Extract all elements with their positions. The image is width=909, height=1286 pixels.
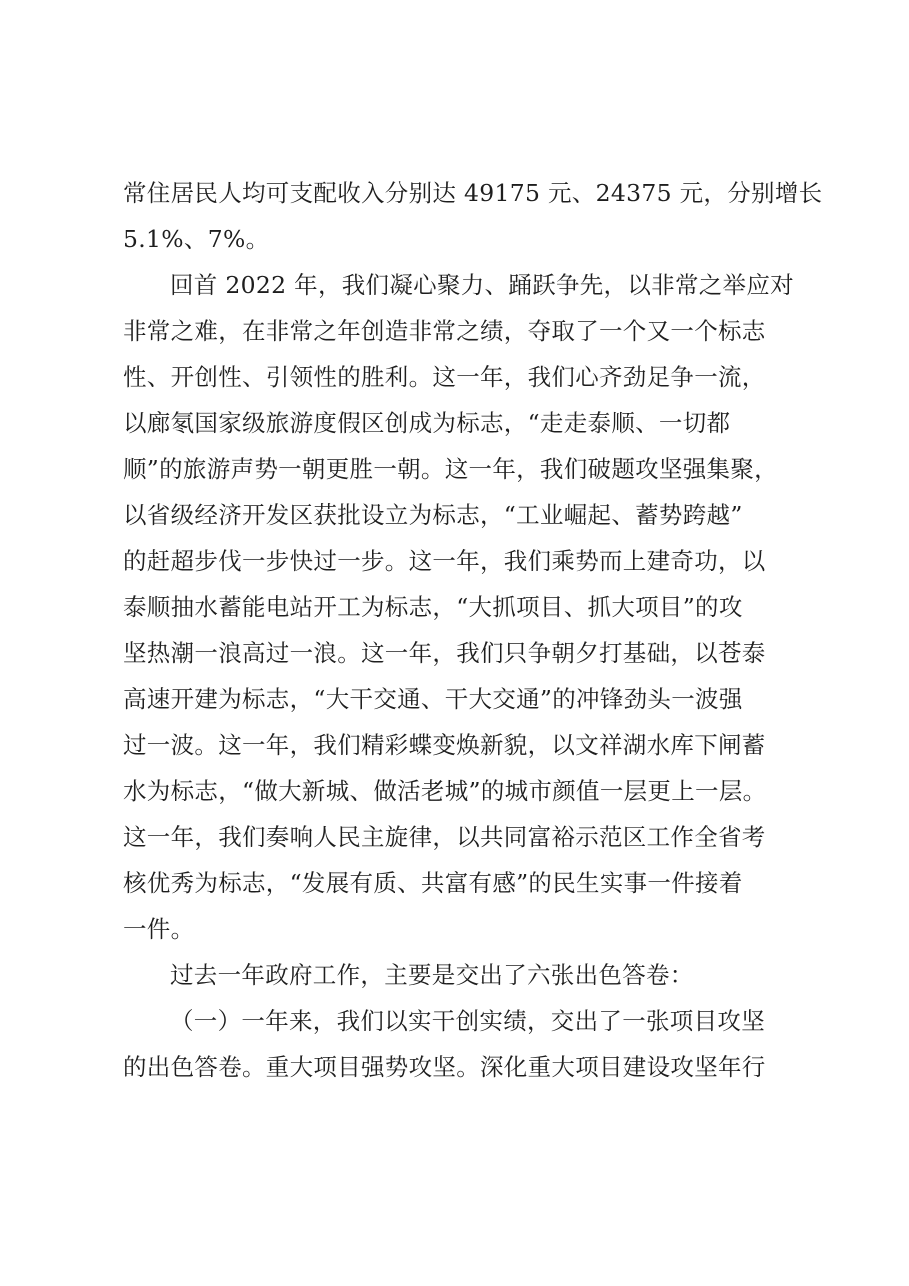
text-line: 这一年，我们奏响人民主旋律，以共同富裕示范区工作全省考 — [123, 823, 766, 851]
text-line: 以省级经济开发区获批设立为标志，“工业崛起、蓄势跨越” — [123, 501, 743, 529]
text-line: 顺”的旅游声势一朝更胜一朝。这一年，我们破题攻坚强集聚， — [123, 455, 778, 483]
body-text — [123, 170, 823, 1090]
text-line: 水为标志，“做大新城、做活老城”的城市颜值一层更上一层。 — [123, 777, 767, 805]
text-line: 核优秀为标志，“发展有质、共富有感”的民生实事一件接着 — [123, 869, 743, 897]
text-line: 常住居民人均可支配收入分别达 49175 元、24375 元，分别增长 — [123, 179, 823, 207]
text-line: 的赶超步伐一步快过一步。这一年，我们乘势而上建奇功，以 — [123, 547, 766, 575]
paragraph-start-line: （一）一年来，我们以实干创实绩，交出了一张项目攻坚 — [170, 1007, 765, 1035]
text-line: 泰顺抽水蓄能电站开工为标志，“大抓项目、抓大项目”的攻 — [123, 593, 743, 621]
paragraph-start-line: 过去一年政府工作，主要是交出了六张出色答卷： — [170, 961, 694, 989]
text-line: 过一波。这一年，我们精彩蝶变焕新貌，以文祥湖水库下闸蓄 — [123, 731, 766, 759]
paragraph-start-line: 回首 2022 年，我们凝心聚力、踊跃争先，以非常之举应对 — [170, 271, 794, 299]
text-line: 性、开创性、引领性的胜利。这一年，我们心齐劲足争一流， — [123, 363, 766, 391]
text-line: 以廊氡国家级旅游度假区创成为标志，“走走泰顺、一切都 — [123, 409, 731, 437]
text-line: 一件。 — [123, 915, 195, 943]
text-line: 的出色答卷。重大项目强势攻坚。深化重大项目建设攻坚年行 — [123, 1053, 766, 1081]
text-line: 5.1%、7%。 — [123, 225, 270, 253]
text-line: 非常之难，在非常之年创造非常之绩，夺取了一个又一个标志 — [123, 317, 766, 345]
text-line: 高速开建为标志，“大干交通、干大交通”的冲锋劲头一波强 — [123, 685, 743, 713]
text-line: 坚热潮一浪高过一浪。这一年，我们只争朝夕打基础，以苍泰 — [123, 639, 766, 667]
